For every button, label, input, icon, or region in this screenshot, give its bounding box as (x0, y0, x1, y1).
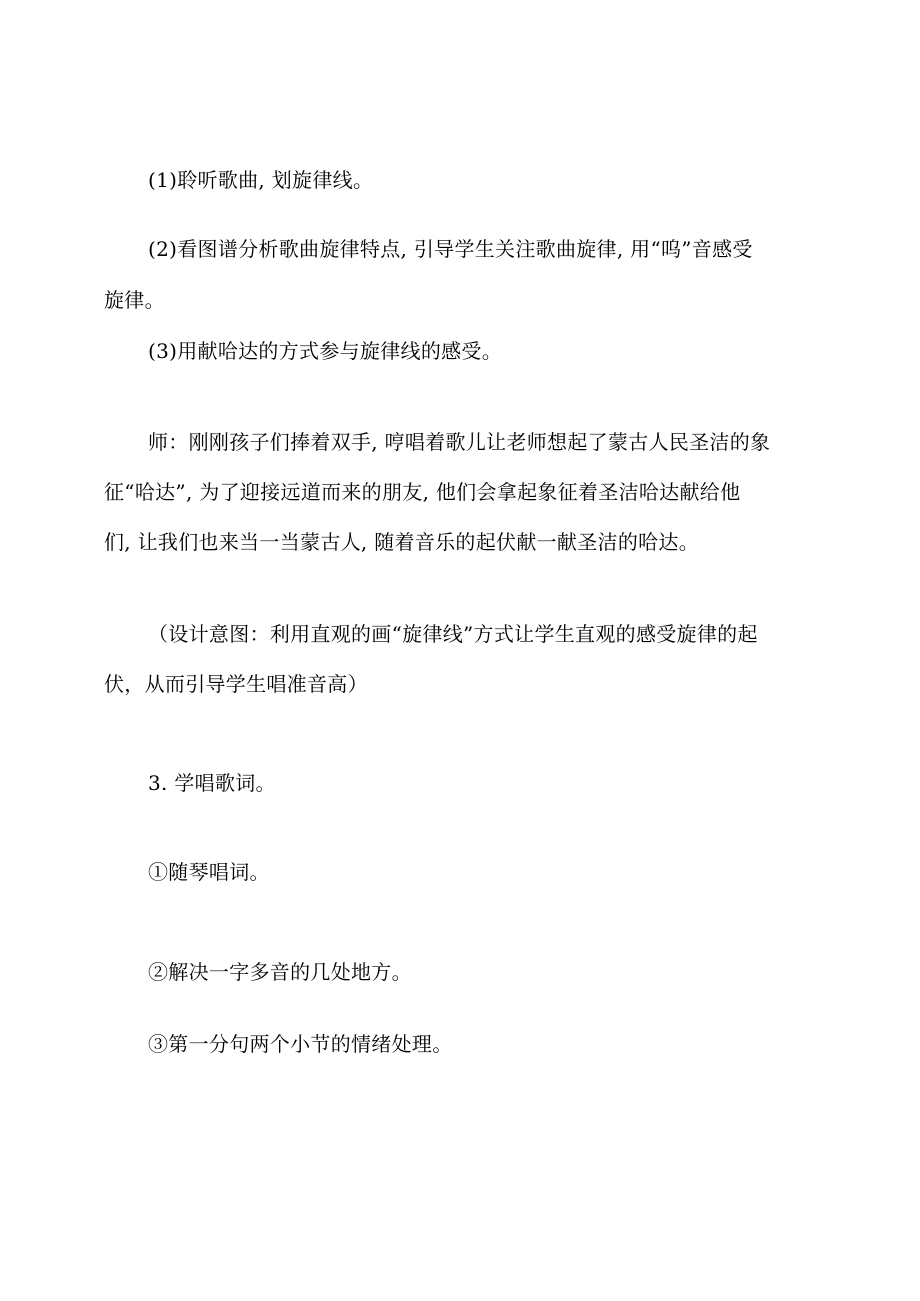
lyrics-item-1: ①随琴唱词。 (148, 860, 270, 884)
lyrics-item-2: ②解决一字多音的几处地方。 (148, 960, 412, 984)
step-1-text: (1)聆听歌曲, 划旋律线。 (148, 168, 374, 192)
design-intent-line-2: 伏，从而引导学生唱准音高） (104, 672, 368, 696)
step-3-text: (3)用献哈达的方式参与旋律线的感受。 (148, 339, 503, 363)
step-2-text-line-1: (2)看图谱分析歌曲旋律特点, 引导学生关注歌曲旋律, 用“呜”音感受 (148, 237, 753, 261)
design-intent-line-1: （设计意图：利用直观的画“旋律线”方式让学生直观的感受旋律的起 (148, 622, 758, 646)
teacher-paragraph-line-2: 征“哈达”, 为了迎接远道而来的朋友, 他们会拿起象征着圣洁哈达献给他 (104, 480, 741, 504)
teacher-paragraph-line-3: 们, 让我们也来当一当蒙古人, 随着音乐的起伏献一献圣洁的哈达。 (104, 530, 700, 554)
step-2-text-line-2: 旋律。 (104, 288, 165, 312)
teacher-paragraph-line-1: 师：刚刚孩子们捧着双手, 哼唱着歌儿让老师想起了蒙古人民圣洁的象 (148, 430, 771, 454)
lyrics-item-3: ③第一分句两个小节的情绪处理。 (148, 1032, 453, 1056)
section-3-heading: 3. 学唱歌词。 (148, 771, 276, 795)
